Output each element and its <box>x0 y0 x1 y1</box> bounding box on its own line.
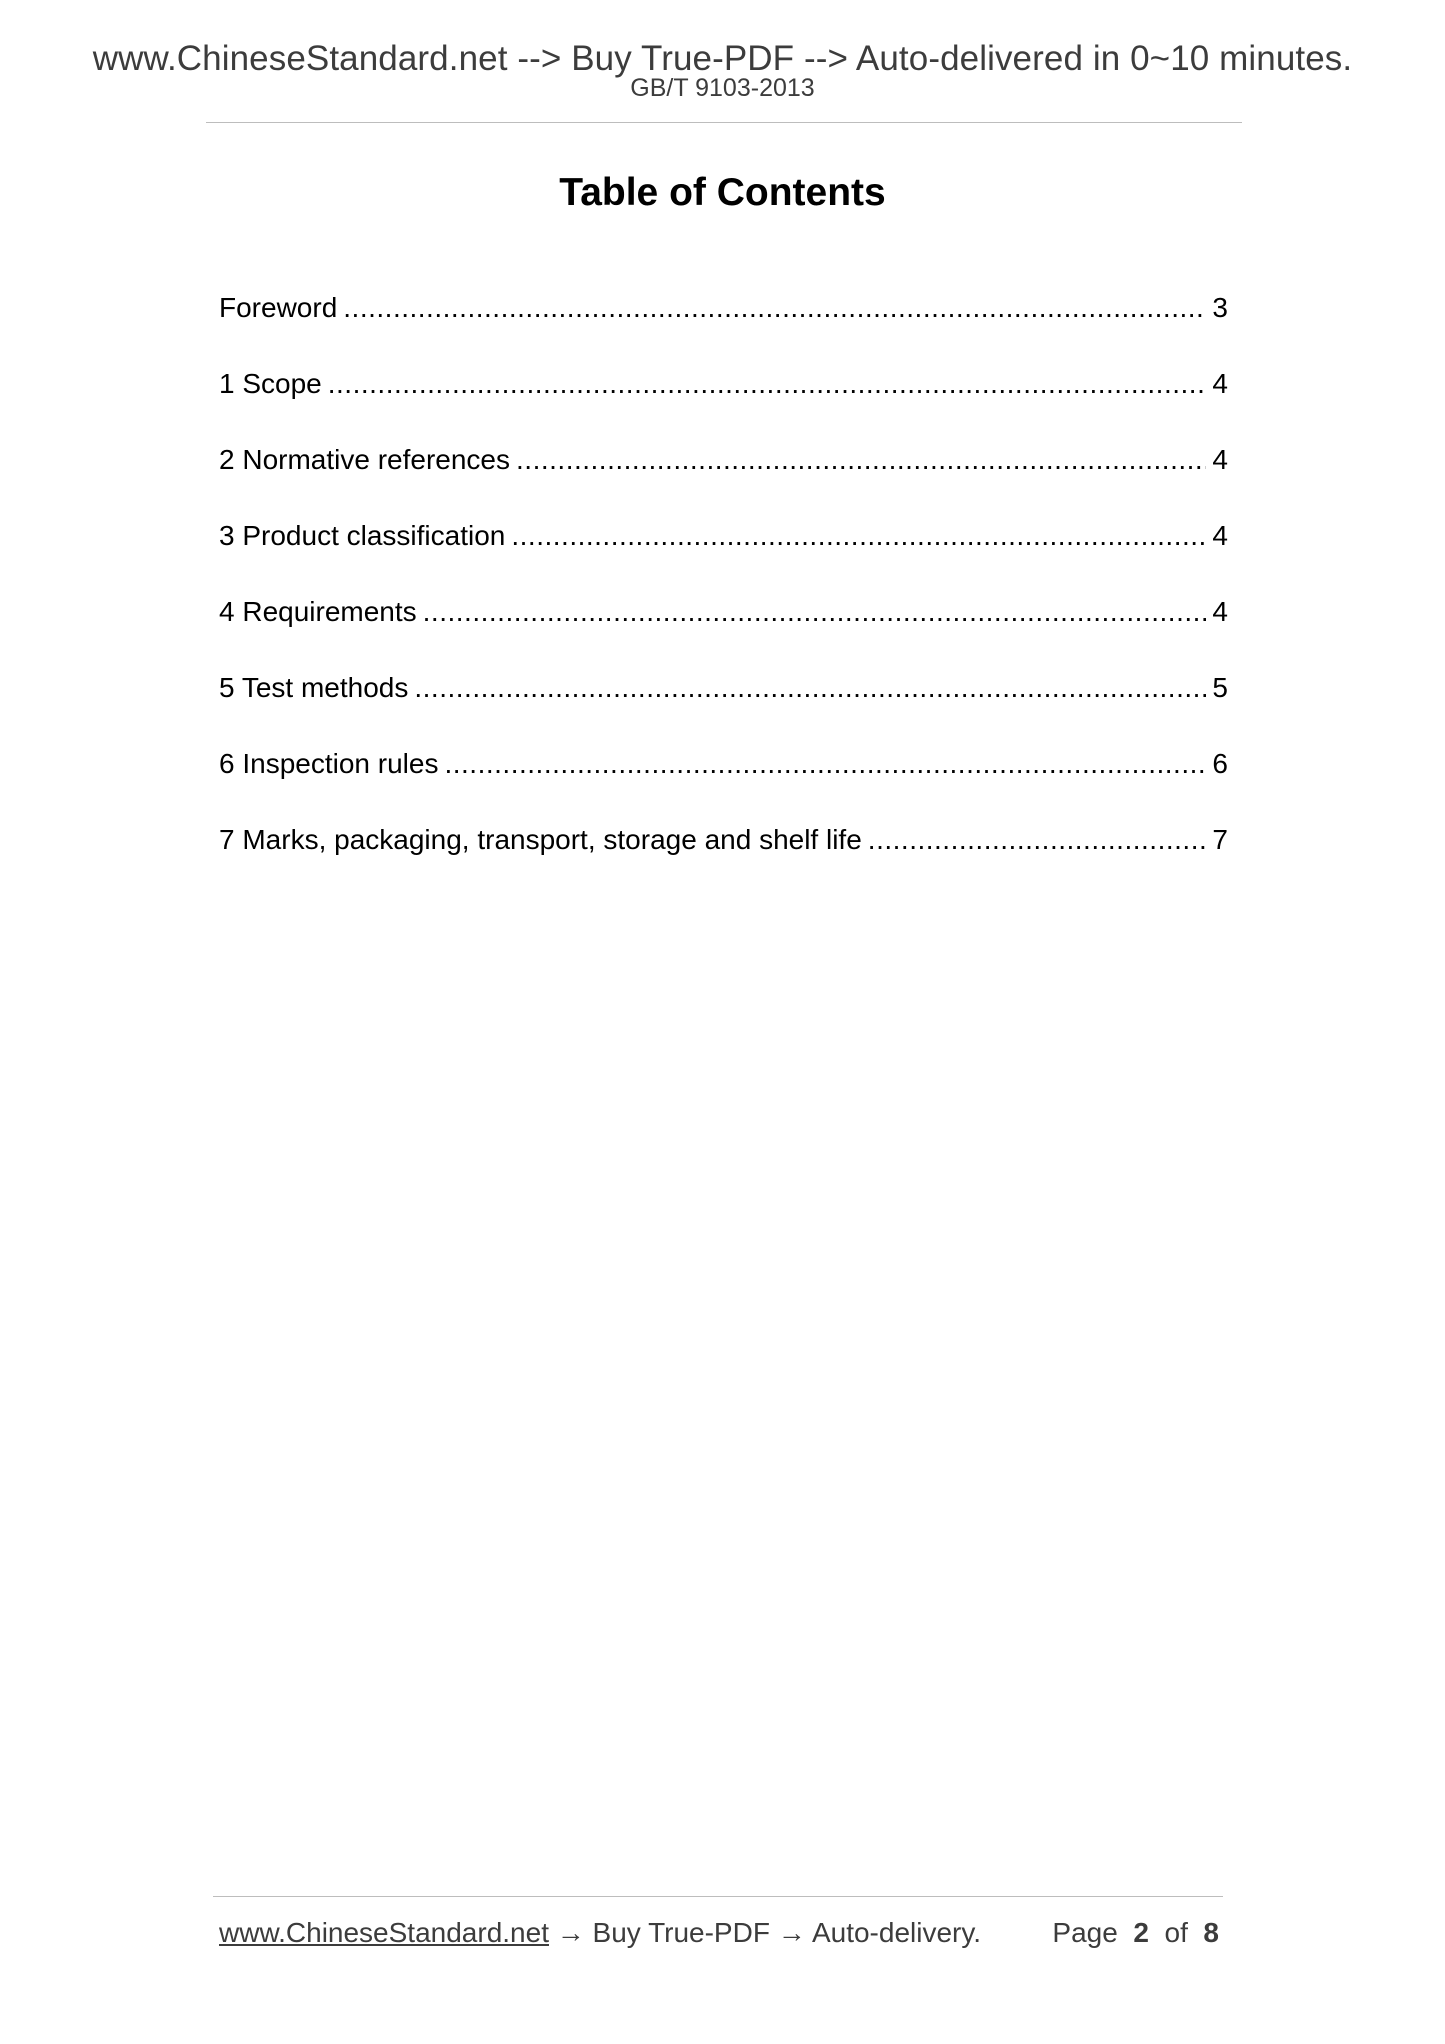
page-footer <box>219 1916 1227 1950</box>
footer-divider <box>213 1896 1223 1897</box>
toc-entry-label: 4 Requirements <box>219 596 417 627</box>
toc-entry-foreword[interactable] <box>219 288 1228 364</box>
table-of-contents <box>219 288 1228 896</box>
toc-entry-label: 1 Scope <box>219 368 322 399</box>
toc-entry-product-classification[interactable] <box>219 516 1228 592</box>
toc-entry-page: 3 <box>1212 292 1228 323</box>
dot-leader <box>328 364 1207 404</box>
total-pages-number: 8 <box>1203 1917 1219 1948</box>
toc-entry-page: 6 <box>1212 748 1228 779</box>
toc-entry-page: 4 <box>1212 520 1228 551</box>
toc-entry-page: 4 <box>1212 368 1228 399</box>
toc-entry-page: 7 <box>1212 824 1228 855</box>
toc-entry-label: 6 Inspection rules <box>219 748 439 779</box>
dot-leader <box>516 440 1206 480</box>
document-number: GB/T 9103-2013 <box>630 74 815 102</box>
page-indicator <box>1052 1916 1219 1950</box>
toc-entry-label: 5 Test methods <box>219 672 409 703</box>
toc-entry-requirements[interactable] <box>219 592 1228 668</box>
toc-entry-test-methods[interactable] <box>219 668 1228 744</box>
toc-entry-page: 4 <box>1212 596 1228 627</box>
delivery-text: Auto-delivery. <box>811 1917 982 1948</box>
dot-leader <box>414 668 1206 708</box>
arrow-right-icon: → <box>777 1917 806 1948</box>
page-label: Page <box>1052 1917 1118 1948</box>
toc-entry-scope[interactable] <box>219 364 1228 440</box>
toc-entry-normative-references[interactable] <box>219 440 1228 516</box>
dot-leader <box>868 820 1207 860</box>
dot-leader <box>343 288 1206 328</box>
header-divider <box>206 122 1242 123</box>
arrow-right-icon: → <box>556 1917 585 1948</box>
buy-text: Buy True-PDF <box>592 1917 770 1948</box>
toc-entry-inspection-rules[interactable] <box>219 744 1228 820</box>
toc-entry-label: 7 Marks, packaging, transport, storage and shelf life <box>219 824 862 855</box>
toc-entry-page: 4 <box>1212 444 1228 475</box>
toc-entry-marks-packaging[interactable] <box>219 820 1228 896</box>
toc-entry-label: 2 Normative references <box>219 444 511 475</box>
toc-entry-label: Foreword <box>219 292 338 323</box>
page-of-label: of <box>1164 1917 1188 1948</box>
toc-title: Table of Contents <box>559 171 886 214</box>
dot-leader <box>511 516 1206 556</box>
current-page-number: 2 <box>1133 1917 1149 1948</box>
toc-entry-label: 3 Product classification <box>219 520 506 551</box>
dot-leader <box>423 592 1207 632</box>
site-link[interactable]: www.ChineseStandard.net <box>219 1917 549 1948</box>
dot-leader <box>444 744 1206 784</box>
site-banner: www.ChineseStandard.net --> Buy True-PDF --> Auto-delivered in 0~10 minutes. <box>92 39 1353 78</box>
toc-entry-page: 5 <box>1212 672 1228 703</box>
